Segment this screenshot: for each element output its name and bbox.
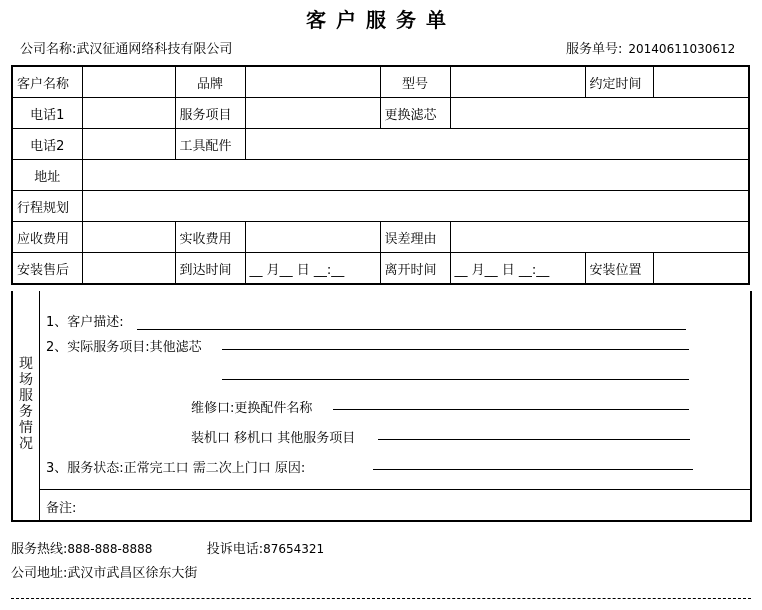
service-number-value: 2014061103061​2 <box>628 42 736 56</box>
leave-time-field[interactable]: __ 月__ 日 __:__ <box>450 253 585 285</box>
table-row <box>12 222 749 253</box>
model-field[interactable] <box>450 66 585 98</box>
arrival-time-field[interactable]: __ 月__ 日 __:__ <box>245 253 380 285</box>
repair-label: 维修口:更换配件名称 <box>191 401 313 416</box>
page-title: 客户服务单 <box>306 8 456 32</box>
service-item-label: 服务项目 <box>175 98 245 129</box>
reason-line[interactable] <box>373 469 693 470</box>
footer-address-line <box>11 562 197 581</box>
customer-description-line[interactable] <box>137 329 686 330</box>
onsite-service-section <box>11 291 752 522</box>
arrival-time-label: 到达时间 <box>175 253 245 285</box>
replacement-parts-line[interactable] <box>333 409 689 410</box>
table-row <box>12 129 749 160</box>
actual-service-label: 2、实际服务项目:其他滤芯 <box>46 340 202 355</box>
received-fee-label: 实收费用 <box>175 222 245 253</box>
model-label: 型号 <box>380 66 450 98</box>
other-service-line[interactable] <box>378 439 690 440</box>
phone1-field[interactable] <box>82 98 175 129</box>
appointment-time-field[interactable] <box>653 66 749 98</box>
address-field[interactable] <box>82 160 749 191</box>
receivable-fee-label: 应收费用 <box>12 222 82 253</box>
table-row <box>12 191 749 222</box>
service-form-table <box>11 65 750 285</box>
install-location-field[interactable] <box>653 253 749 285</box>
company-address-value: 武汉市武昌区徐东大街 <box>67 566 198 581</box>
company-name-label: 公司名称: <box>20 42 77 57</box>
cut-line <box>11 598 751 599</box>
onsite-service-side-cell <box>13 291 40 520</box>
route-plan-field[interactable] <box>82 191 749 222</box>
footer-contact-line <box>11 538 324 557</box>
table-row <box>12 66 749 98</box>
tool-parts-field[interactable] <box>245 129 749 160</box>
appointment-time-label: 约定时间 <box>585 66 653 98</box>
phone1-label: 电话1 <box>12 98 82 129</box>
leave-time-label: 离开时间 <box>380 253 450 285</box>
company-name-value: 武汉征通网络科技有限公司 <box>76 42 233 57</box>
remark-label: 备注: <box>46 501 77 516</box>
error-reason-label: 误差理由 <box>380 222 450 253</box>
complaint-value: 87654321 <box>263 542 325 556</box>
install-after-sale-field[interactable] <box>82 253 175 285</box>
complaint-label: 投诉电话: <box>206 542 264 557</box>
phone2-label: 电话2 <box>12 129 82 160</box>
table-row <box>12 253 749 285</box>
other-filter-line-2[interactable] <box>222 379 689 380</box>
replace-filter-label: 更换滤芯 <box>380 98 450 129</box>
company-name-line <box>20 38 232 57</box>
company-address-label: 公司地址: <box>11 566 68 581</box>
route-plan-label: 行程规划 <box>12 191 82 222</box>
remark-row[interactable] <box>40 489 750 521</box>
table-row <box>12 160 749 191</box>
table-row <box>12 98 749 129</box>
install-options-label: 装机口 移机口 其他服务项目 <box>191 431 356 446</box>
service-number-label: 服务单号: <box>566 42 623 57</box>
brand-label: 品牌 <box>175 66 245 98</box>
replace-filter-field[interactable] <box>450 98 749 129</box>
error-reason-field[interactable] <box>450 222 749 253</box>
install-location-label: 安装位置 <box>585 253 653 285</box>
brand-field[interactable] <box>245 66 380 98</box>
customer-name-field[interactable] <box>82 66 175 98</box>
address-label: 地址 <box>12 160 82 191</box>
hotline-label: 服务热线: <box>11 542 68 557</box>
tool-parts-label: 工具配件 <box>175 129 245 160</box>
phone2-field[interactable] <box>82 129 175 160</box>
hotline-value: 888-888-8888 <box>67 542 153 556</box>
install-after-sale-label: 安装售后 <box>12 253 82 285</box>
service-number-line <box>566 38 735 57</box>
received-fee-field[interactable] <box>245 222 380 253</box>
customer-name-label: 客户名称 <box>12 66 82 98</box>
receivable-fee-field[interactable] <box>82 222 175 253</box>
onsite-service-side-label: 现场服务情况 <box>19 356 33 452</box>
customer-description-label: 1、客户描述: <box>46 315 124 330</box>
service-item-field[interactable] <box>245 98 380 129</box>
service-status-label: 3、服务状态:正常完工口 需二次上门口 原因: <box>46 461 306 476</box>
other-filter-line[interactable] <box>222 349 689 350</box>
